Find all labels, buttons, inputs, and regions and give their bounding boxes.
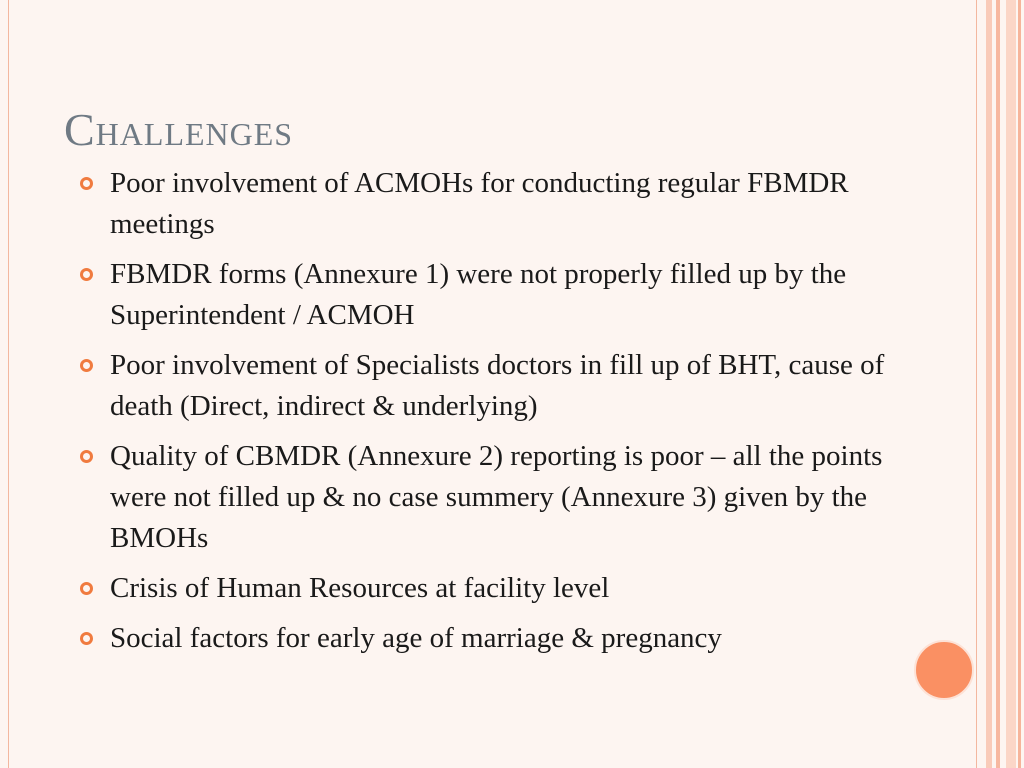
slide-title: Challenges [64, 104, 294, 155]
bullet-list [80, 163, 930, 668]
bullet-item [80, 436, 930, 559]
bullet-circle-icon [80, 582, 93, 595]
bullet-item [80, 163, 930, 245]
bullet-circle-icon [80, 177, 93, 190]
bullet-item [80, 254, 930, 336]
decorative-stripes [980, 0, 1024, 768]
bullet-text: Crisis of Human Resources at facility level [110, 572, 610, 604]
stripe [996, 0, 1000, 768]
bullet-text: FBMDR forms (Annexure 1) were not properly filled up by the Superintendent / ACMOH [110, 258, 847, 331]
bullet-item [80, 345, 930, 427]
stripe [1018, 0, 1021, 768]
bullet-circle-icon [80, 450, 93, 463]
bullet-circle-icon [80, 268, 93, 281]
stripe [1006, 0, 1016, 768]
stripe [986, 0, 992, 768]
bullet-circle-icon [80, 359, 93, 372]
bullet-text: Poor involvement of Specialists doctors in fill up of BHT, cause of death (Direct, indirect & underlying) [110, 349, 885, 422]
bullet-text: Social factors for early age of marriage & pregnancy [110, 622, 722, 654]
bullet-circle-icon [80, 632, 93, 645]
bullet-text: Quality of CBMDR (Annexure 2) reporting is poor – all the points were not filled up & no case summery (Annexure 3) given by the BMOHs [110, 440, 883, 554]
decorative-circle-icon [914, 640, 974, 700]
bullet-item [80, 568, 930, 609]
bullet-item [80, 618, 930, 659]
bullet-text: Poor involvement of ACMOHs for conducting regular FBMDR meetings [110, 167, 849, 240]
